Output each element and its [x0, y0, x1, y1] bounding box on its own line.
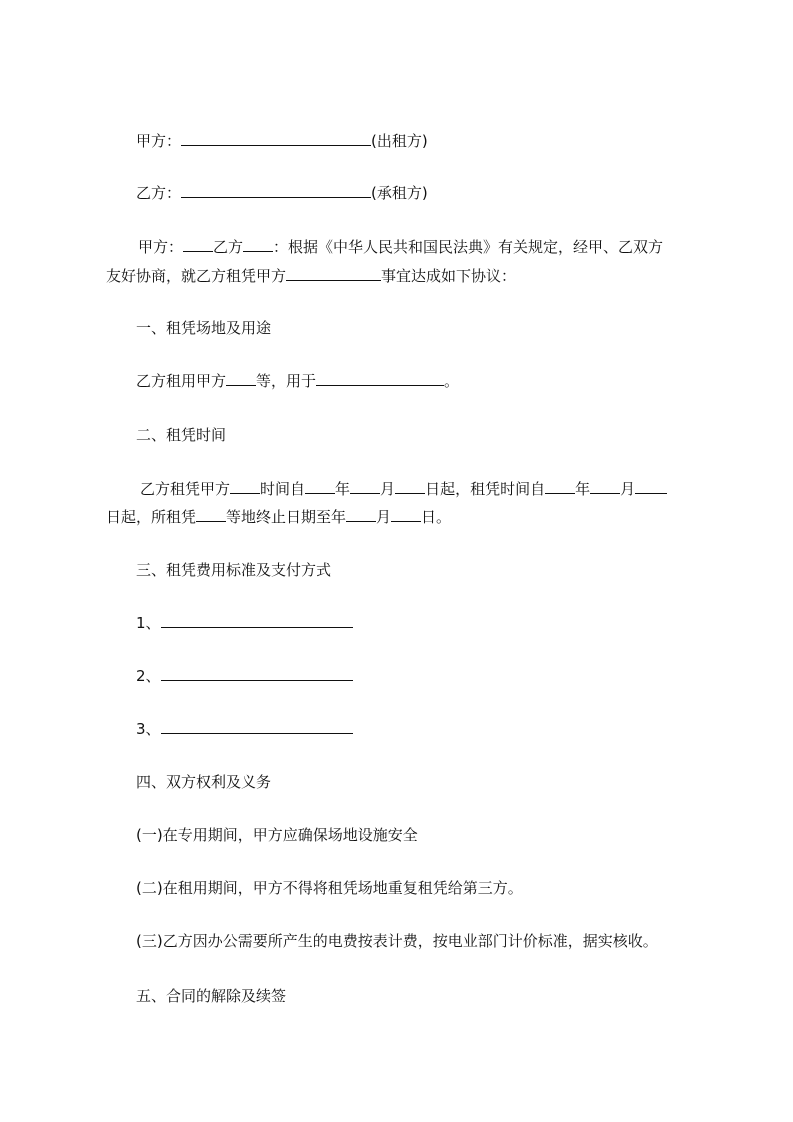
intro-party-b: 乙方: [213, 238, 244, 256]
s4-item-2: (二)在租用期间，甲方不得将租凭场地重复租凭给第三方。: [136, 879, 523, 897]
s3-item-2-blank: [161, 666, 353, 681]
s3-item-1-num: 1、: [136, 614, 161, 632]
s2-b4: 日。: [421, 508, 452, 526]
s2-blank-2: [305, 479, 335, 494]
party-a-role: (出租方): [371, 132, 428, 150]
s3-item-3-blank: [161, 719, 353, 734]
section-2-line-2: [106, 507, 451, 527]
s2-a4: 月: [380, 480, 396, 498]
s3-item-3: [136, 719, 353, 739]
s2-a2: 时间自: [260, 480, 306, 498]
s2-b1: 日起，所租凭: [106, 508, 197, 526]
section-3-heading: 三、租凭费用标准及支付方式: [136, 561, 332, 579]
s3-item-2: [136, 666, 353, 686]
intro-party-a: 甲方：: [138, 238, 184, 256]
s3-item-1-blank: [161, 613, 353, 628]
section-2-heading: 二、租凭时间: [136, 426, 227, 444]
party-a-line: [136, 131, 428, 151]
s2-a1: 乙方租凭甲方: [140, 480, 231, 498]
s4-item-3: (三)乙方因办公需要所产生的电费按表计费，按电业部门计价标准，据实核收。: [136, 932, 658, 950]
s1-text-1: 乙方租用甲方: [136, 372, 227, 390]
s2-a5: 日起，租凭时间自: [425, 480, 546, 498]
s1-blank-1: [226, 371, 256, 386]
section-4-heading: 四、双方权利及义务: [136, 773, 272, 791]
s2-blank-4: [395, 479, 425, 494]
s2-blank-6: [590, 479, 620, 494]
s1-text-3: 。: [444, 372, 460, 390]
s2-b3: 月: [376, 508, 392, 526]
section-2-line-1: [140, 479, 667, 499]
intro-line-1: [138, 237, 663, 257]
party-a-blank: [181, 131, 371, 146]
party-b-role: (承租方): [371, 184, 428, 202]
s3-item-3-num: 3、: [136, 720, 161, 738]
s2-blank-8: [196, 507, 226, 522]
s1-blank-use: [316, 371, 444, 386]
s1-text-2: 等，用于: [256, 372, 317, 390]
party-a-label: 甲方：: [136, 132, 182, 150]
s3-item-2-num: 2、: [136, 667, 161, 685]
section-1-body: [136, 371, 459, 391]
intro-blank-matter: [286, 266, 381, 281]
s2-blank-7: [635, 479, 667, 494]
intro-text-2: 友好协商，就乙方租凭甲方: [106, 267, 287, 285]
party-b-blank: [181, 183, 371, 198]
s2-blank-5: [545, 479, 575, 494]
intro-line-2: [106, 266, 516, 286]
s2-blank-1: [230, 479, 260, 494]
s2-a3: 年: [335, 480, 351, 498]
s2-a7: 月: [620, 480, 636, 498]
s2-blank-3: [350, 479, 380, 494]
s2-a6: 年: [575, 480, 591, 498]
intro-text: ：根据《中华人民共和国民法典》有关规定，经甲、乙双方: [273, 238, 664, 256]
party-b-label: 乙方：: [136, 184, 182, 202]
section-5-heading: 五、合同的解除及续签: [136, 987, 287, 1005]
s4-item-1: (一)在专用期间，甲方应确保场地设施安全: [136, 826, 418, 844]
s2-blank-9: [346, 507, 376, 522]
s3-item-1: [136, 613, 353, 633]
s2-b2: 等地终止日期至年: [226, 508, 347, 526]
s2-blank-10: [391, 507, 421, 522]
intro-text-3: 事宜达成如下协议：: [381, 267, 517, 285]
section-1-heading: 一、租凭场地及用途: [136, 319, 272, 337]
party-b-line: [136, 183, 428, 203]
intro-blank-b: [243, 237, 273, 252]
intro-blank-a: [183, 237, 213, 252]
